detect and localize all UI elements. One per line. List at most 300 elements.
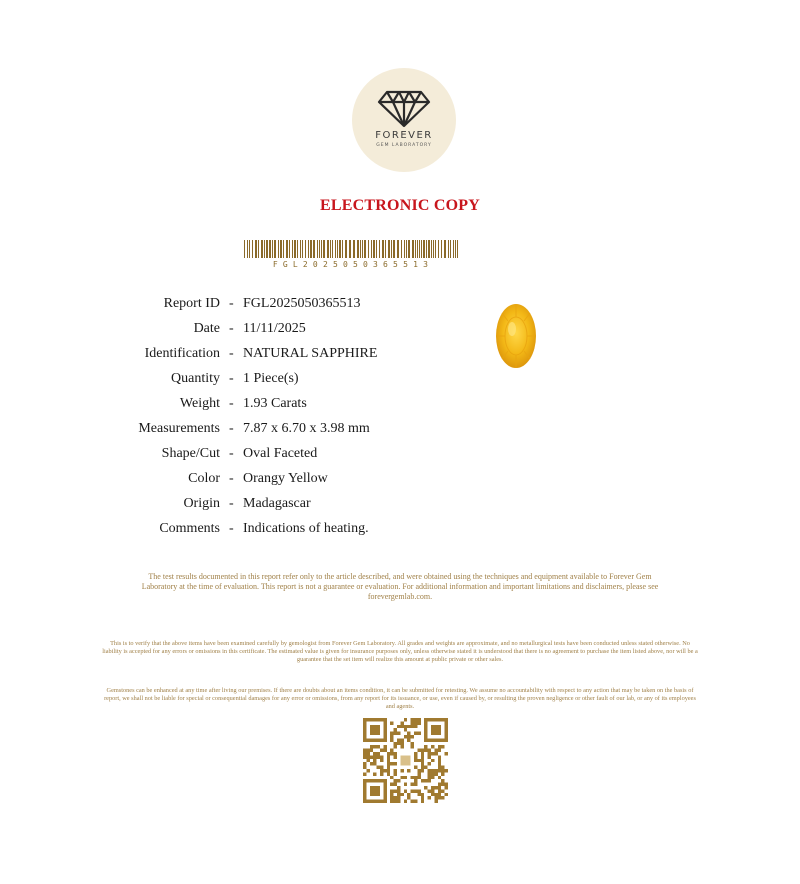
qr-module — [434, 786, 437, 789]
qr-module — [363, 752, 366, 755]
qr-finder — [370, 786, 380, 796]
barcode-bar — [431, 240, 432, 258]
test-results-note: The test results documented in this report refer only to the article described, and were obtained using the techniques and equipment available to Forever Gem Laboratory at the time of evaluation. This report is not a guarantee or evaluation. For additional information and important limitations and disclaimers, please see forevergemlab.com. — [141, 572, 659, 601]
qr-module — [373, 745, 376, 748]
qr-module — [417, 749, 420, 752]
qr-module — [417, 789, 420, 792]
detail-separator: - — [229, 421, 234, 436]
qr-module — [421, 793, 424, 796]
qr-module — [411, 783, 414, 786]
qr-module — [390, 796, 393, 799]
qr-module — [383, 749, 386, 752]
qr-module — [390, 783, 393, 786]
qr-module — [377, 752, 380, 755]
qr-module — [380, 769, 383, 772]
qr-module — [377, 755, 380, 758]
qr-module — [411, 718, 414, 721]
qr-module — [411, 789, 414, 792]
barcode-bar — [435, 240, 436, 258]
detail-row-quantity — [100, 371, 500, 391]
qr-module — [414, 776, 417, 779]
qr-module — [424, 779, 427, 782]
barcode-bar — [337, 240, 338, 258]
qr-module — [438, 755, 441, 758]
verification-note: This is to verify that the above items have been examined carefully by gemologist from Forever Gem Laboratory. All grades and weights are approximate, and no metallurgical tests have been conducted unless stated otherwise. No liability is accepted for any errors or omissions in this certificate. The estimated value is given for insurance purposes only, unless otherwise stated it is understood that there is no agreement to purchase the item listed above, nor will be a guarantee that the set item will realize this amount at public private or other sales. — [102, 640, 698, 664]
qr-module — [428, 755, 431, 758]
barcode-bar — [401, 240, 402, 258]
qr-module — [421, 755, 424, 758]
qr-module — [390, 749, 393, 752]
barcode-bar — [327, 240, 329, 258]
qr-module — [363, 772, 366, 775]
qr-module — [394, 742, 397, 745]
qr-module — [387, 762, 390, 765]
qr-module — [387, 755, 390, 758]
qr-module — [428, 762, 431, 765]
qr-module — [434, 752, 437, 755]
detail-value: 1.93 Carats — [243, 396, 307, 411]
qr-module — [428, 796, 431, 799]
qr-module — [400, 793, 403, 796]
barcode-bar — [433, 240, 434, 258]
qr-module — [428, 776, 431, 779]
qr-module — [411, 745, 414, 748]
qr-module — [390, 762, 393, 765]
qr-module — [366, 759, 369, 762]
barcode-bar — [300, 240, 301, 258]
qr-module — [366, 749, 369, 752]
qr-module — [434, 796, 437, 799]
qr-module — [421, 769, 424, 772]
barcode-bar — [438, 240, 439, 258]
qr-module — [390, 800, 393, 803]
qr-module — [370, 762, 373, 765]
barcode-bar — [376, 240, 377, 258]
barcode-bar — [278, 240, 279, 258]
qr-module — [417, 721, 420, 724]
qr-module — [404, 728, 407, 731]
qr-module — [400, 738, 403, 741]
detail-row-date — [100, 321, 500, 341]
qr-module — [445, 769, 448, 772]
barcode-bar — [269, 240, 271, 258]
qr-module — [394, 789, 397, 792]
qr-module — [414, 755, 417, 758]
qr-module — [383, 745, 386, 748]
detail-label: Weight — [179, 396, 220, 411]
qr-module — [397, 725, 400, 728]
detail-value: 7.87 x 6.70 x 3.98 mm — [243, 421, 370, 436]
barcode-bar — [330, 240, 331, 258]
qr-module — [414, 732, 417, 735]
qr-module — [370, 755, 373, 758]
qr-module — [438, 745, 441, 748]
qr-module — [387, 769, 390, 772]
barcode-bar — [252, 240, 253, 258]
electronic-copy-title: ELECTRONIC COPY — [320, 197, 480, 214]
barcode-bar — [364, 240, 366, 258]
detail-separator: - — [229, 396, 234, 411]
qr-module — [397, 800, 400, 803]
qr-module — [407, 738, 410, 741]
qr-module — [404, 800, 407, 803]
qr-module — [411, 776, 414, 779]
qr-module — [414, 789, 417, 792]
qr-module — [424, 745, 427, 748]
qr-module — [377, 766, 380, 769]
barcode-bar — [455, 240, 456, 258]
qr-module — [397, 786, 400, 789]
barcode-bar — [371, 240, 372, 258]
qr-module — [390, 793, 393, 796]
qr-module — [421, 752, 424, 755]
qr-module — [390, 776, 393, 779]
barcode-bar — [406, 240, 407, 258]
detail-row-origin — [100, 496, 500, 516]
qr-module — [431, 789, 434, 792]
qr-module — [404, 725, 407, 728]
qr-module — [414, 783, 417, 786]
qr-module — [421, 749, 424, 752]
qr-module — [438, 759, 441, 762]
qr-module — [390, 738, 393, 741]
qr-module — [431, 786, 434, 789]
qr-module — [441, 779, 444, 782]
qr-module — [411, 735, 414, 738]
barcode-bar — [450, 240, 451, 258]
qr-module — [431, 769, 434, 772]
qr-module — [400, 742, 403, 745]
qr-module — [363, 766, 366, 769]
qr-module — [394, 745, 397, 748]
qr-module — [434, 749, 437, 752]
qr-module — [397, 742, 400, 745]
qr-module — [417, 772, 420, 775]
detail-row-shape-cut — [100, 446, 500, 466]
barcode-bar — [258, 240, 259, 258]
detail-row-measurements — [100, 421, 500, 441]
detail-row-comments — [100, 521, 500, 541]
qr-module — [414, 766, 417, 769]
qr-module — [417, 769, 420, 772]
qr-module — [441, 745, 444, 748]
qr-module — [397, 796, 400, 799]
barcode-bar — [323, 240, 325, 258]
barcode-bar — [247, 240, 248, 258]
qr-module — [400, 721, 403, 724]
barcode-bar — [412, 240, 414, 258]
detail-label: Date — [193, 321, 220, 336]
qr-module — [431, 772, 434, 775]
barcode-bar — [244, 240, 245, 258]
barcode-bar — [360, 240, 361, 258]
qr-module — [424, 766, 427, 769]
barcode-bar — [286, 240, 288, 258]
diamond-icon — [377, 90, 431, 128]
qr-module — [431, 793, 434, 796]
qr-module — [438, 776, 441, 779]
qr-module — [414, 779, 417, 782]
barcode-bar — [408, 240, 410, 258]
barcode-bar — [368, 240, 369, 258]
qr-module — [411, 721, 414, 724]
barcode-bar — [339, 240, 341, 258]
barcode-bar — [308, 240, 309, 258]
detail-separator: - — [229, 321, 234, 336]
qr-module — [366, 755, 369, 758]
barcode-bar — [444, 240, 446, 258]
qr-module — [417, 732, 420, 735]
qr-module — [414, 800, 417, 803]
qr-module — [400, 725, 403, 728]
detail-separator: - — [229, 446, 234, 461]
qr-module — [428, 769, 431, 772]
qr-module — [411, 742, 414, 745]
qr-module — [400, 776, 403, 779]
qr-finder — [370, 725, 380, 735]
detail-value: NATURAL SAPPHIRE — [243, 346, 378, 361]
qr-module — [411, 725, 414, 728]
qr-module — [400, 769, 403, 772]
qr-module — [438, 769, 441, 772]
qr-module — [428, 772, 431, 775]
qr-module — [404, 735, 407, 738]
qr-module — [394, 783, 397, 786]
qr-module — [363, 755, 366, 758]
barcode-bar — [292, 240, 293, 258]
barcode-bar — [255, 240, 257, 258]
qr-module — [424, 749, 427, 752]
qr-module — [438, 762, 441, 765]
enhancement-note: Gemstones can be enhanced at any time after living our premises. If there are doubts about an items condition, it can be submitted for retesting. We assume no accountability with respect to any action that may be taken on the basis of report, we shall not be liable for special or consequential damages for any error or omissions, from any report for its issuance, or use, even if caused by, or resulting the proven negligence or other fault of our lab, or any of its employees and agents. — [104, 687, 696, 711]
qr-module — [394, 779, 397, 782]
qr-code[interactable] — [363, 718, 448, 803]
qr-module — [404, 776, 407, 779]
qr-module — [431, 759, 434, 762]
qr-module — [380, 759, 383, 762]
qr-module — [431, 752, 434, 755]
qr-module — [414, 721, 417, 724]
qr-module — [407, 732, 410, 735]
qr-module — [390, 735, 393, 738]
barcode-bar — [310, 240, 312, 258]
qr-module — [383, 769, 386, 772]
qr-module — [407, 769, 410, 772]
detail-value: 11/11/2025 — [243, 321, 306, 336]
barcode-bar — [362, 240, 363, 258]
barcode-bar — [428, 240, 430, 258]
qr-module — [438, 789, 441, 792]
qr-module — [363, 749, 366, 752]
detail-separator: - — [229, 296, 234, 311]
qr-module — [417, 776, 420, 779]
qr-module — [390, 732, 393, 735]
detail-separator: - — [229, 346, 234, 361]
barcode-bar — [349, 240, 351, 258]
logo-name: FOREVER — [375, 130, 433, 141]
qr-module — [390, 752, 393, 755]
qr-module — [441, 769, 444, 772]
barcode-number: FGL2025050365513 — [272, 260, 434, 269]
qr-module — [380, 755, 383, 758]
barcode-bar — [393, 240, 395, 258]
barcode-bar — [332, 240, 333, 258]
qr-module — [445, 783, 448, 786]
barcode-bar — [415, 240, 416, 258]
barcode-bar — [266, 240, 268, 258]
qr-module — [434, 793, 437, 796]
barcode-bar — [297, 240, 298, 258]
qr-module — [414, 752, 417, 755]
detail-label: Report ID — [163, 296, 220, 311]
qr-module — [380, 772, 383, 775]
barcode-bar — [321, 240, 322, 258]
qr-module — [438, 796, 441, 799]
barcode-bar — [388, 240, 390, 258]
barcode-bar — [353, 240, 355, 258]
qr-module — [445, 752, 448, 755]
barcode-bar — [379, 240, 380, 258]
qr-module — [394, 762, 397, 765]
qr-module — [397, 793, 400, 796]
qr-module — [414, 759, 417, 762]
qr-module — [394, 769, 397, 772]
barcode-bar — [417, 240, 418, 258]
detail-value: 1 Piece(s) — [243, 371, 299, 386]
qr-module — [377, 745, 380, 748]
qr-module — [431, 745, 434, 748]
detail-row-weight — [100, 396, 500, 416]
qr-module — [424, 786, 427, 789]
detail-row-identification — [100, 346, 500, 366]
qr-module — [387, 772, 390, 775]
detail-row-report-id — [100, 296, 500, 316]
detail-label: Origin — [183, 496, 220, 511]
qr-module — [445, 786, 448, 789]
qr-module — [441, 796, 444, 799]
gemstone-image — [495, 303, 537, 369]
barcode-bar — [313, 240, 315, 258]
barcode-bar — [249, 240, 250, 258]
qr-module — [411, 800, 414, 803]
qr-module — [421, 779, 424, 782]
qr-module — [373, 755, 376, 758]
qr-module — [373, 759, 376, 762]
detail-label: Identification — [144, 346, 220, 361]
qr-module — [404, 783, 407, 786]
detail-separator: - — [229, 471, 234, 486]
qr-module — [414, 718, 417, 721]
qr-module — [387, 766, 390, 769]
qr-module — [417, 759, 420, 762]
qr-logo — [400, 755, 410, 765]
qr-module — [387, 752, 390, 755]
barcode-bar — [283, 240, 284, 258]
qr-module — [380, 749, 383, 752]
detail-value: Indications of heating. — [243, 521, 369, 536]
qr-module — [438, 793, 441, 796]
barcode-bar — [373, 240, 375, 258]
detail-separator: - — [229, 371, 234, 386]
qr-module — [373, 762, 376, 765]
barcode-bar — [382, 240, 384, 258]
barcode-bar — [335, 240, 336, 258]
barcode-bar — [423, 240, 425, 258]
qr-module — [373, 752, 376, 755]
lab-logo — [352, 68, 456, 172]
detail-value: Madagascar — [243, 496, 311, 511]
qr-module — [394, 800, 397, 803]
qr-module — [438, 749, 441, 752]
qr-module — [366, 769, 369, 772]
qr-module — [438, 783, 441, 786]
barcode-bar — [302, 240, 303, 258]
barcode-bar — [426, 240, 427, 258]
qr-module — [400, 745, 403, 748]
barcode-bar — [404, 240, 405, 258]
qr-module — [380, 766, 383, 769]
qr-module — [407, 725, 410, 728]
qr-module — [370, 745, 373, 748]
detail-separator: - — [229, 496, 234, 511]
qr-module — [414, 725, 417, 728]
qr-module — [441, 783, 444, 786]
qr-module — [421, 800, 424, 803]
qr-module — [390, 721, 393, 724]
barcode-bar — [448, 240, 449, 258]
logo-subtitle: GEM LABORATORY — [376, 143, 432, 148]
qr-module — [407, 796, 410, 799]
barcode-bar — [441, 240, 442, 258]
barcode-bar — [272, 240, 273, 258]
qr-module — [434, 800, 437, 803]
barcode-bar — [397, 240, 399, 258]
qr-module — [394, 796, 397, 799]
barcode-bar — [421, 240, 422, 258]
qr-module — [421, 762, 424, 765]
qr-finder — [431, 725, 441, 735]
detail-value: Orangy Yellow — [243, 471, 328, 486]
qr-module — [373, 772, 376, 775]
detail-label: Shape/Cut — [161, 446, 220, 461]
qr-module — [394, 772, 397, 775]
detail-row-color — [100, 471, 500, 491]
barcode-bar — [289, 240, 290, 258]
detail-value: FGL2025050365513 — [243, 296, 361, 311]
barcode-bar — [345, 240, 347, 258]
qr-module — [441, 772, 444, 775]
barcode-bar — [294, 240, 296, 258]
qr-module — [404, 789, 407, 792]
barcode-bar — [385, 240, 386, 258]
detail-label: Color — [188, 471, 220, 486]
qr-module — [421, 759, 424, 762]
qr-module — [428, 779, 431, 782]
qr-module — [394, 732, 397, 735]
qr-module — [397, 789, 400, 792]
qr-module — [387, 759, 390, 762]
barcode-bar — [457, 240, 458, 258]
barcode — [244, 240, 462, 258]
qr-module — [428, 789, 431, 792]
barcode-bar — [317, 240, 318, 258]
detail-label: Quantity — [171, 371, 220, 386]
qr-module — [404, 718, 407, 721]
qr-module — [397, 738, 400, 741]
qr-module — [394, 752, 397, 755]
qr-module — [366, 752, 369, 755]
detail-separator: - — [229, 521, 234, 536]
